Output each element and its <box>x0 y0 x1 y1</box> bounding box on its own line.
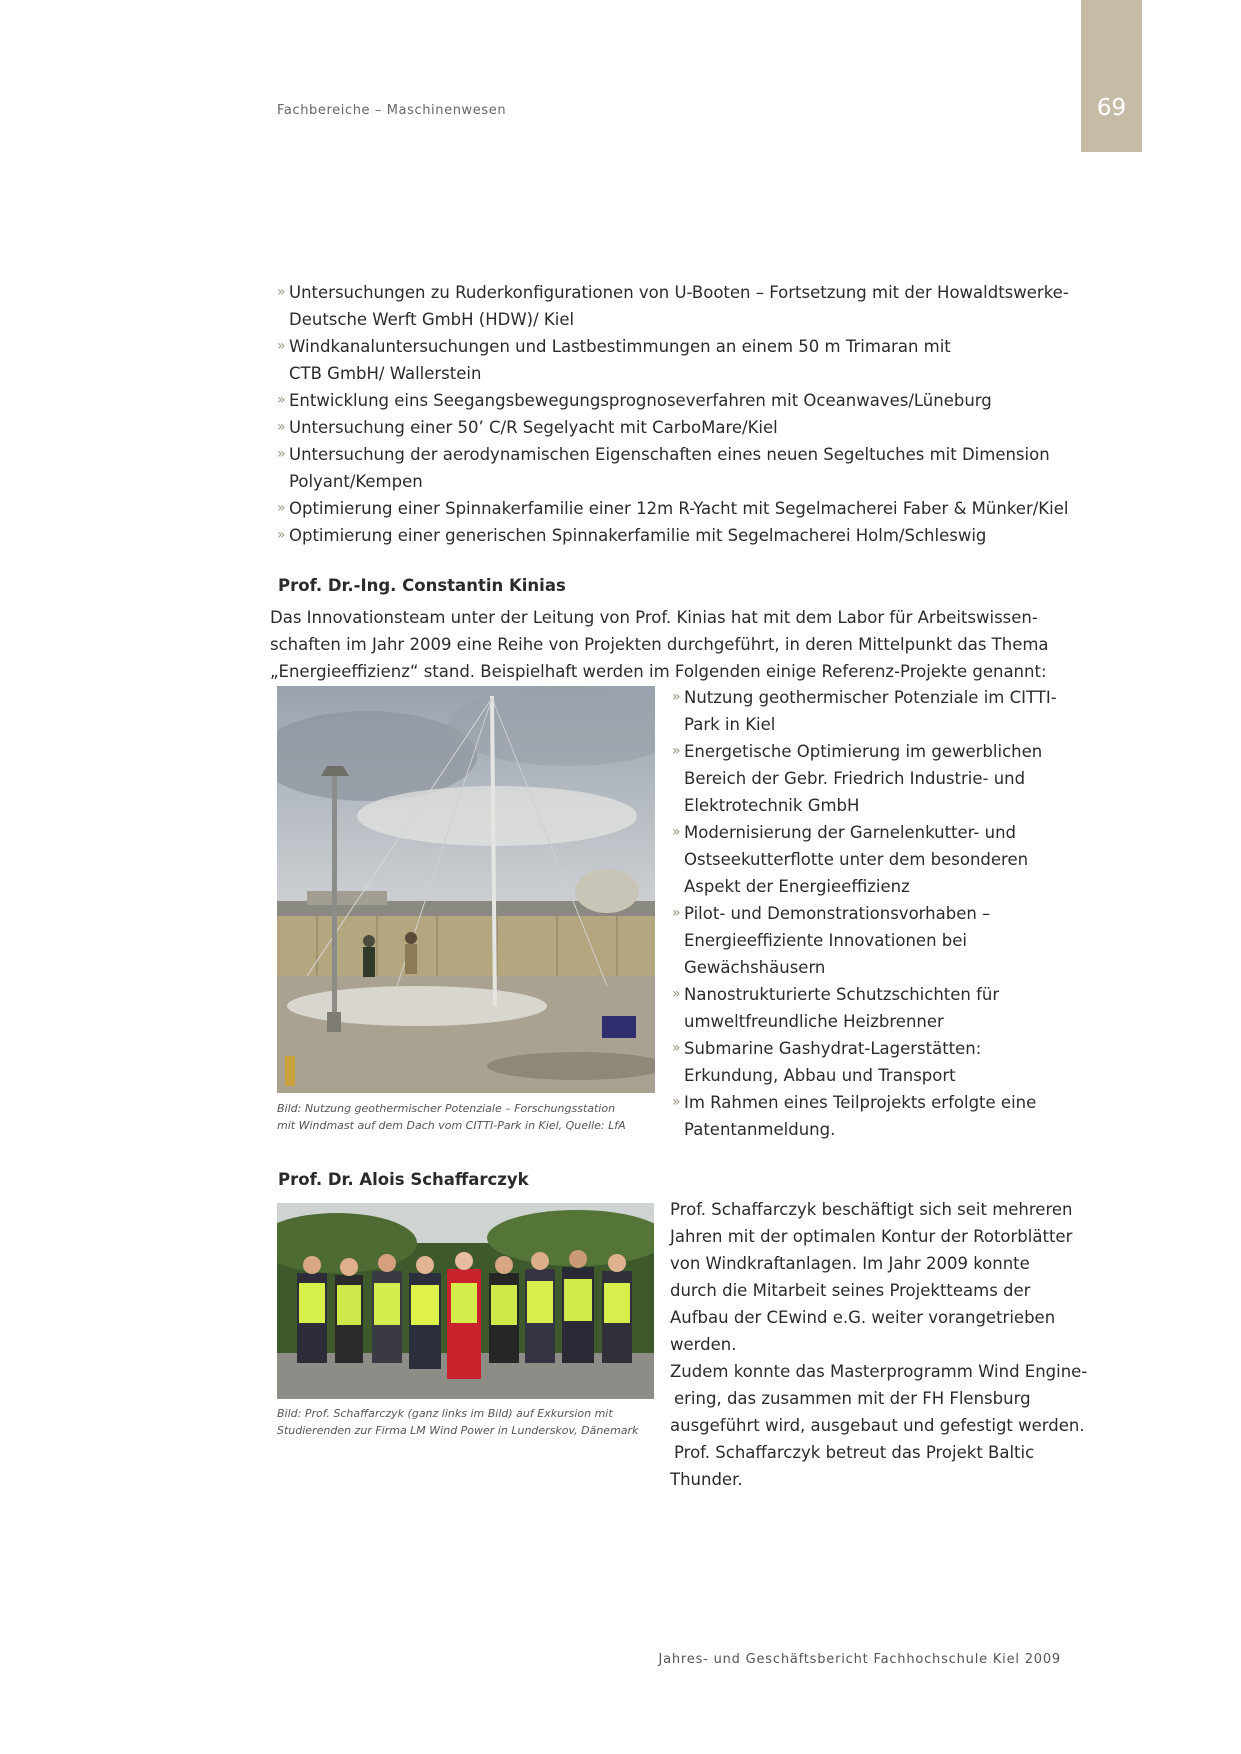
list-item-line: Elektrotechnik GmbH <box>684 796 860 815</box>
list-item <box>277 441 1077 495</box>
page-number: 69 <box>1096 95 1127 121</box>
paragraph-line: werden. <box>670 1335 737 1354</box>
list-item-line: Untersuchung der aerodynamischen Eigenschaften eines neuen Segeltuches mit Dimension <box>289 445 1050 464</box>
schaffarczyk-paragraph <box>670 1196 1088 1493</box>
kinias-intro <box>270 604 1060 685</box>
intro-line: „Energieeffizienz“ stand. Beispielhaft werden im Folgenden einige Referenz-Projekte genannt: <box>270 662 1047 681</box>
section-heading-kinias: Prof. Dr.-Ing. Constantin Kinias <box>278 576 566 595</box>
bullet-icon: » <box>277 338 286 354</box>
bullet-icon: » <box>277 419 286 435</box>
paragraph-line: ering, das zusammen mit der FH Flensburg <box>674 1389 1031 1408</box>
projects-list <box>277 279 1077 549</box>
list-item-line: Ostseekutterflotte unter dem besonderen <box>684 850 1029 869</box>
bullet-icon: » <box>672 743 681 759</box>
paragraph-line: durch die Mitarbeit seines Projektteams der <box>670 1281 1031 1300</box>
list-item-line: Pilot- und Demonstrationsvorhaben – <box>684 904 991 923</box>
list-item-line: Entwicklung eins Seegangsbewegungsprognoseverfahren mit Oceanwaves/Lüneburg <box>289 391 992 410</box>
list-item <box>672 819 1072 900</box>
running-head: Fachbereiche – Maschinenwesen <box>277 103 507 118</box>
list-item-line: Nutzung geothermischer Potenziale im CITTI- <box>684 688 1057 707</box>
list-item-line: CTB GmbH/ Wallerstein <box>289 364 482 383</box>
bullet-icon: » <box>672 1040 681 1056</box>
bullet-icon: » <box>277 392 286 408</box>
list-item <box>277 414 1077 441</box>
list-item <box>672 900 1072 981</box>
bullet-icon: » <box>672 689 681 705</box>
bullet-icon: » <box>672 905 681 921</box>
list-item-line: Erkundung, Abbau und Transport <box>684 1066 956 1085</box>
list-item-line: Optimierung einer Spinnakerfamilie einer 12m R-Yacht mit Segelmacherei Faber & Münker/Kiel <box>289 499 1069 518</box>
list-item-line: Untersuchung einer 50’ C/R Segelyacht mit CarboMare/Kiel <box>289 418 778 437</box>
kinias-projects-list <box>672 684 1072 1143</box>
list-item <box>277 279 1077 333</box>
paragraph-line: Prof. Schaffarczyk betreut das Projekt Baltic <box>674 1443 1035 1462</box>
group-photo-image <box>277 1203 654 1399</box>
list-item <box>672 981 1072 1035</box>
list-item-line: Energetische Optimierung im gewerblichen <box>684 742 1043 761</box>
list-item-line: Submarine Gashydrat-Lagerstätten: <box>684 1039 982 1058</box>
caption-line: Bild: Prof. Schaffarczyk (ganz links im Bild) auf Exkursion mit <box>277 1407 613 1420</box>
list-item-line: Deutsche Werft GmbH (HDW)/ Kiel <box>289 310 575 329</box>
list-item-line: umweltfreundliche Heizbrenner <box>684 1012 944 1031</box>
photo-caption-research-station <box>277 1100 677 1134</box>
photo-group-excursion <box>277 1203 654 1399</box>
list-item-line: Aspekt der Energieeffizienz <box>684 877 910 896</box>
section-heading-schaffarczyk: Prof. Dr. Alois Schaffarczyk <box>278 1170 529 1189</box>
paragraph-line: von Windkraftanlagen. Im Jahr 2009 konnte <box>670 1254 1030 1273</box>
intro-line: schaften im Jahr 2009 eine Reihe von Projekten durchgeführt, in deren Mittelpunkt das Thema <box>270 635 1049 654</box>
list-item <box>672 684 1072 738</box>
page-number-tab <box>1081 0 1142 152</box>
list-item-line: Optimierung einer generischen Spinnakerfamilie mit Segelmacherei Holm/Schleswig <box>289 526 987 545</box>
bullet-icon: » <box>277 446 286 462</box>
bullet-icon: » <box>672 986 681 1002</box>
list-item-line: Bereich der Gebr. Friedrich Industrie- und <box>684 769 1026 788</box>
list-item <box>672 738 1072 819</box>
bullet-icon: » <box>277 500 286 516</box>
list-item <box>672 1035 1072 1089</box>
caption-line: Studierenden zur Firma LM Wind Power in Lunderskov, Dänemark <box>277 1424 639 1437</box>
list-item-line: Nanostrukturierte Schutzschichten für <box>684 985 1000 1004</box>
list-item <box>277 333 1077 387</box>
paragraph-line: Aufbau der CEwind e.G. weiter vorangetrieben <box>670 1308 1056 1327</box>
bullet-icon: » <box>672 824 681 840</box>
list-item-line: Energieeffiziente Innovationen bei <box>684 931 967 950</box>
list-item-line: Park in Kiel <box>684 715 776 734</box>
caption-line: mit Windmast auf dem Dach vom CITTI-Park in Kiel, Quelle: LfA <box>277 1119 626 1132</box>
paragraph-line: Thunder. <box>670 1470 743 1489</box>
intro-line: Das Innovationsteam unter der Leitung von Prof. Kinias hat mit dem Labor für Arbeitswissen- <box>270 608 1038 627</box>
list-item-line: Untersuchungen zu Ruderkonfigurationen von U-Booten – Fortsetzung mit der Howaldtswerke- <box>289 283 1069 302</box>
research-station-image <box>277 686 655 1093</box>
photo-caption-group-excursion <box>277 1405 697 1439</box>
paragraph-line: Jahren mit der optimalen Kontur der Rotorblätter <box>670 1227 1073 1246</box>
list-item-line: Windkanaluntersuchungen und Lastbestimmungen an einem 50 m Trimaran mit <box>289 337 951 356</box>
bullet-icon: » <box>672 1094 681 1110</box>
paragraph-line: Zudem konnte das Masterprogramm Wind Engine- <box>670 1362 1088 1381</box>
list-item <box>277 387 1077 414</box>
list-item-line: Polyant/Kempen <box>289 472 423 491</box>
caption-line: Bild: Nutzung geothermischer Potenziale – Forschungsstation <box>277 1102 616 1115</box>
list-item-line: Gewächshäusern <box>684 958 826 977</box>
list-item-line: Patentanmeldung. <box>684 1120 836 1139</box>
page-footer: Jahres- und Geschäftsbericht Fachhochschule Kiel 2009 <box>658 1652 1061 1667</box>
paragraph-line: ausgeführt wird, ausgebaut und gefestigt werden. <box>670 1416 1085 1435</box>
list-item-line: Im Rahmen eines Teilprojekts erfolgte eine <box>684 1093 1037 1112</box>
list-item <box>277 495 1077 522</box>
photo-research-station <box>277 686 655 1093</box>
bullet-icon: » <box>277 527 286 543</box>
bullet-icon: » <box>277 284 286 300</box>
list-item <box>672 1089 1072 1143</box>
paragraph-line: Prof. Schaffarczyk beschäftigt sich seit mehreren <box>670 1200 1073 1219</box>
list-item <box>277 522 1077 549</box>
list-item-line: Modernisierung der Garnelenkutter- und <box>684 823 1016 842</box>
